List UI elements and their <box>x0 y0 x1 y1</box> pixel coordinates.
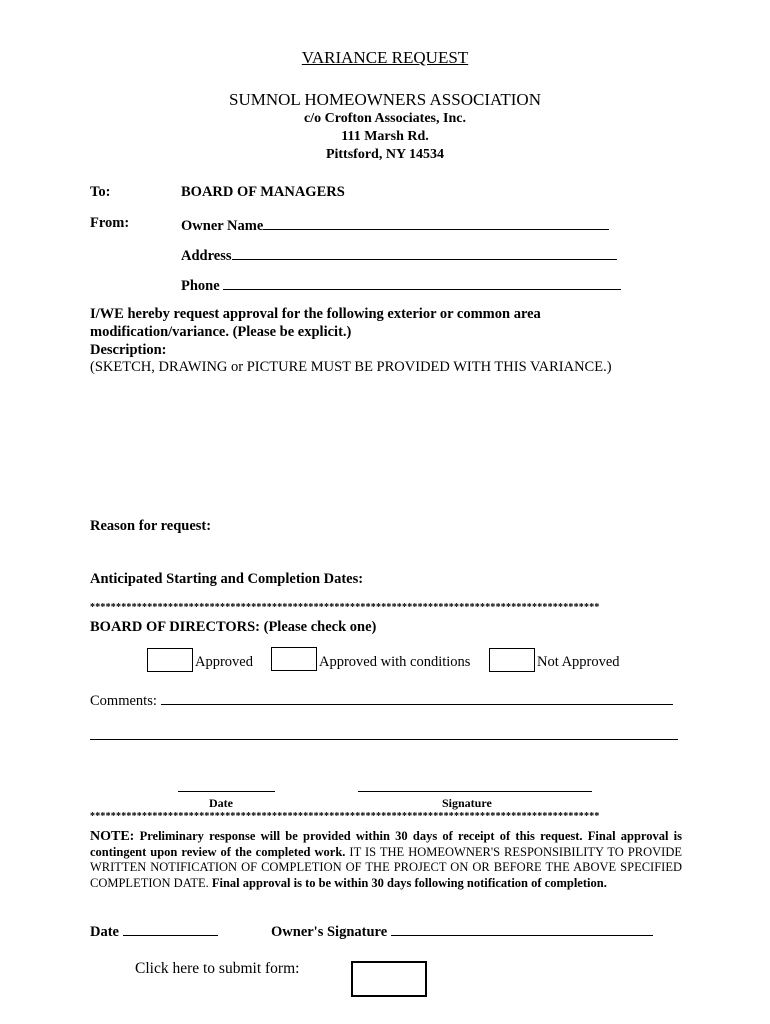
address-line-3: Pittsford, NY 14534 <box>325 147 445 162</box>
comments-label: Comments: <box>90 693 157 709</box>
sketch-note: (SKETCH, DRAWING or PICTURE MUST BE PROVIDED WITH THIS VARIANCE.) <box>90 359 612 375</box>
not-approved-checkbox[interactable] <box>489 648 535 672</box>
owner-name-label: Owner Name <box>181 218 264 234</box>
approved-with-conditions-label: Approved with conditions <box>319 654 471 670</box>
approved-checkbox[interactable] <box>147 648 193 672</box>
board-heading: BOARD OF DIRECTORS: (Please check one) <box>90 619 377 635</box>
note-text-1: Preliminary response will be provided within 30 days of receipt of this request. Final approval is contingent upon review of the completed work. <box>90 829 683 859</box>
board-signature-label: Signature <box>442 796 492 810</box>
owner-signature-label: Owner's Signature <box>271 924 388 940</box>
owner-name-field[interactable] <box>181 215 609 235</box>
to-label: To: <box>90 184 111 200</box>
address-line-1: c/o Crofton Associates, Inc. <box>304 111 466 126</box>
address-label: Address <box>181 248 232 264</box>
owner-signature-line[interactable] <box>391 921 653 936</box>
board-date-line[interactable] <box>178 791 275 792</box>
separator-bottom: ************************************************************************************************** <box>90 811 600 822</box>
comments-line-1[interactable] <box>161 690 673 705</box>
note-paragraph <box>90 829 682 891</box>
dates-label: Anticipated Starting and Completion Dates: <box>90 571 364 587</box>
from-label: From: <box>90 215 130 231</box>
owner-date-field[interactable] <box>90 921 218 941</box>
description-label: Description: <box>90 342 167 358</box>
note-text-2: IT IS THE HOMEOWNER'S RESPONSIBILITY TO PROVIDE WRITTEN NOTIFICATION OF COMPLETION OF THE PROJECT ON OR BEFORE THE ABOVE SPECIFIED COMPLETION DATE. <box>90 844 682 890</box>
to-value: BOARD OF MANAGERS <box>181 184 345 200</box>
address-line[interactable] <box>232 245 617 260</box>
reason-label: Reason for request: <box>90 518 212 534</box>
phone-label: Phone <box>181 278 220 294</box>
separator-top: ************************************************************************************************** <box>90 602 600 613</box>
owner-name-line[interactable] <box>263 215 609 230</box>
not-approved-label: Not Approved <box>537 654 620 670</box>
submit-button[interactable] <box>351 961 427 997</box>
approved-with-conditions-checkbox[interactable] <box>271 647 317 671</box>
address-field[interactable] <box>181 245 617 265</box>
comments-line-2[interactable] <box>90 739 678 740</box>
owner-date-line[interactable] <box>123 921 218 936</box>
request-intro-line-2: modification/variance. (Please be explicit.) <box>90 324 352 340</box>
association-name: SUMNOL HOMEOWNERS ASSOCIATION <box>228 90 541 109</box>
owner-signature-field[interactable] <box>271 921 653 941</box>
phone-field[interactable] <box>181 275 621 295</box>
address-line-2: 111 Marsh Rd. <box>341 129 429 144</box>
note-label: NOTE: <box>90 829 135 844</box>
form-title: VARIANCE REQUEST <box>301 48 469 67</box>
note-text-3: Final approval is to be within 30 days following notification of completion. <box>208 875 607 890</box>
approved-label: Approved <box>195 654 253 670</box>
request-intro-line-1: I/WE hereby request approval for the following exterior or common area <box>90 306 541 322</box>
comments-field[interactable] <box>90 690 673 710</box>
owner-date-label: Date <box>90 924 119 940</box>
board-date-label: Date <box>209 796 233 810</box>
phone-line[interactable] <box>223 275 621 290</box>
submit-label: Click here to submit form: <box>135 960 300 977</box>
board-signature-line[interactable] <box>358 791 592 792</box>
